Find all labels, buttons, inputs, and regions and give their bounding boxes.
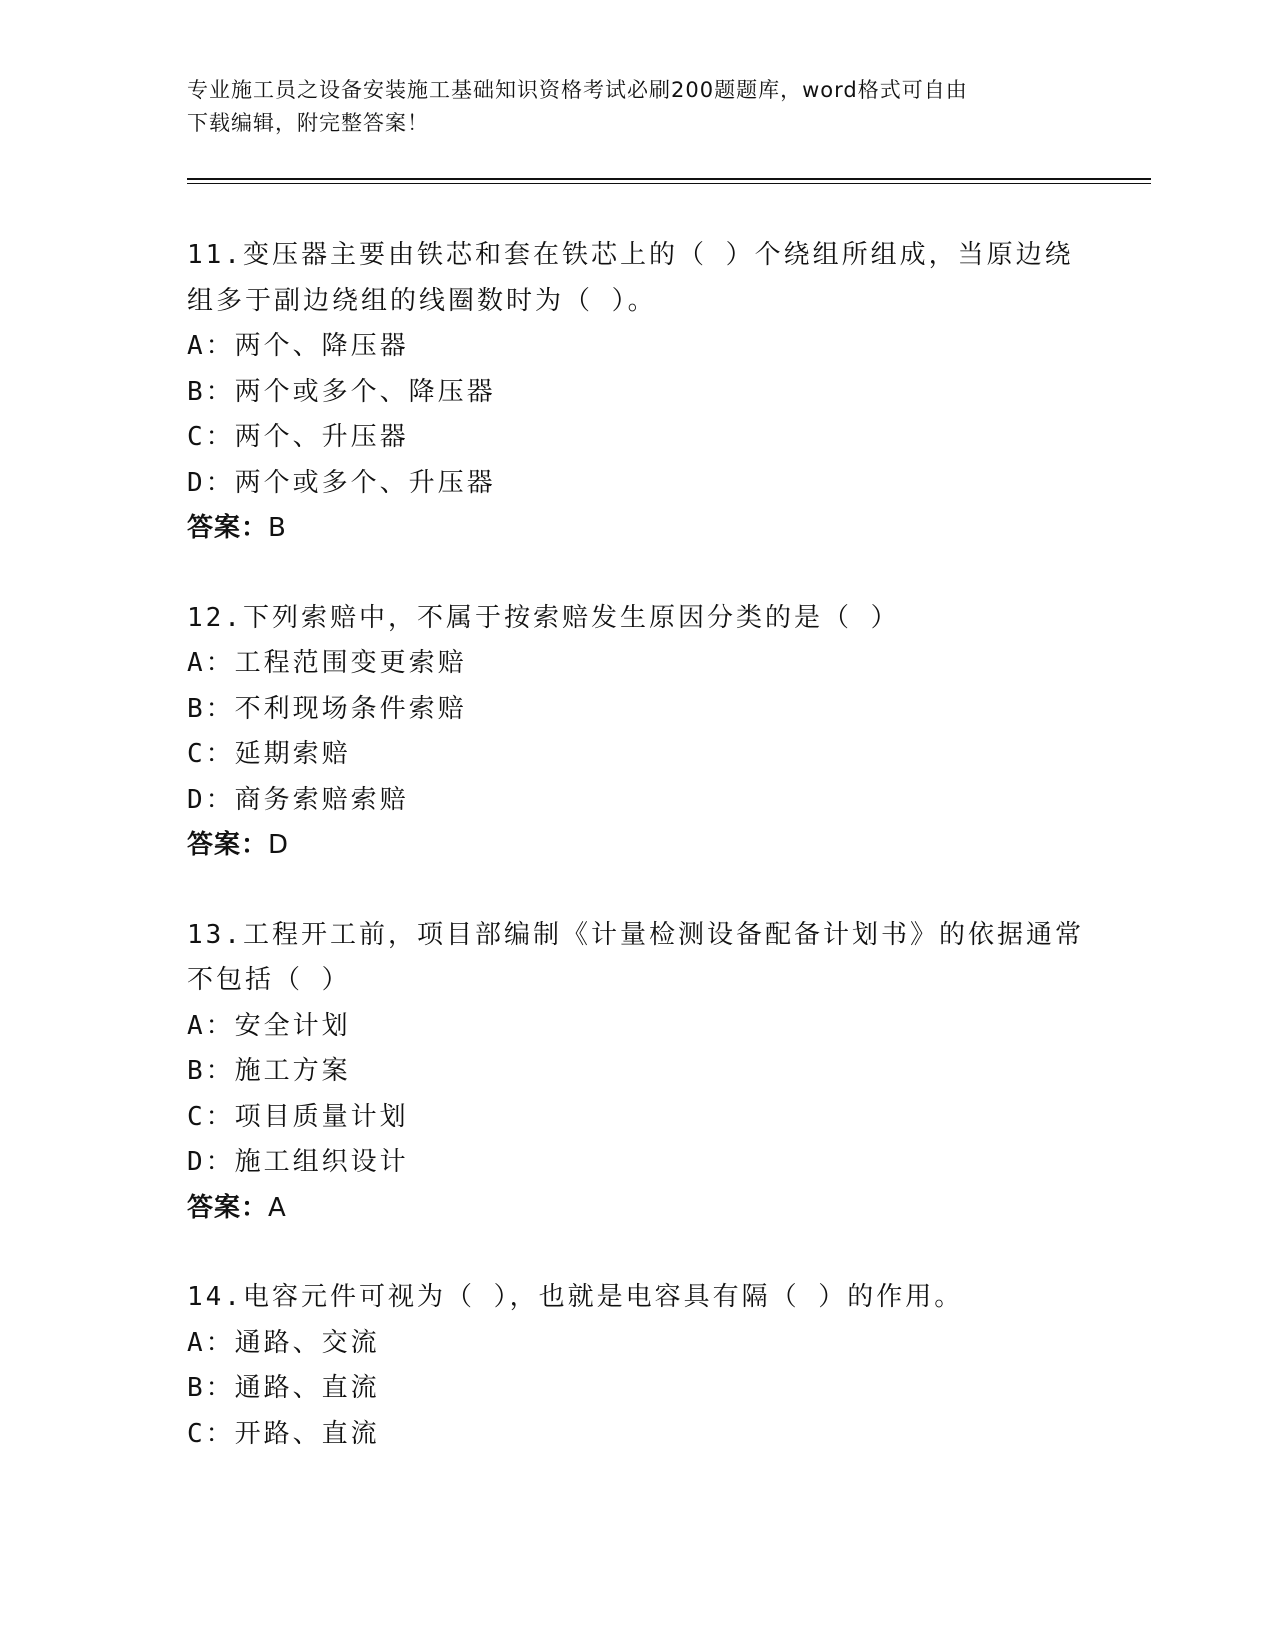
answer-line bbox=[187, 823, 1087, 869]
option-b: B：两个或多个、降压器 bbox=[187, 376, 496, 407]
answer-label: 答案： bbox=[187, 1192, 269, 1223]
option-b: B：施工方案 bbox=[187, 1056, 351, 1086]
answer-line bbox=[187, 506, 1087, 552]
question-12 bbox=[187, 596, 1087, 869]
option-c: C：两个、升压器 bbox=[187, 422, 409, 452]
question-14 bbox=[187, 1275, 1087, 1457]
answer-label: 答案： bbox=[187, 830, 269, 860]
option-d: D：两个或多个、升压器 bbox=[187, 467, 496, 498]
question-11 bbox=[187, 233, 1087, 552]
question-text-line: 13.工程开工前，项目部编制《计量检测设备配备计划书》的依据通常 bbox=[187, 919, 1084, 950]
option-b: B：不利现场条件索赔 bbox=[187, 693, 467, 724]
question-text-line: 组多于副边绕组的线圈数时为（ ）。 bbox=[187, 285, 657, 316]
question-text-line: 14.电容元件可视为（ ），也就是电容具有隔（ ）的作用。 bbox=[187, 1282, 964, 1312]
question-text-line: 12.下列索赔中，不属于按索赔发生原因分类的是（ ） bbox=[187, 602, 900, 633]
answer-label: 答案： bbox=[187, 513, 269, 543]
option-a: A：通路、交流 bbox=[187, 1327, 380, 1358]
option-d: D：商务索赔索赔 bbox=[187, 784, 409, 815]
question-13 bbox=[187, 913, 1087, 1232]
question-text-line: 11.变压器主要由铁芯和套在铁芯上的（ ）个绕组所组成，当原边绕 bbox=[187, 240, 1074, 270]
option-c: C：开路、直流 bbox=[187, 1418, 380, 1449]
option-c: C：项目质量计划 bbox=[187, 1101, 409, 1132]
option-c: C：延期索赔 bbox=[187, 739, 351, 769]
option-a: A：两个、降压器 bbox=[187, 331, 409, 361]
header-line-1: 专业施工员之设备安装施工基础知识资格考试必刷200题题库，word格式可自由 bbox=[187, 78, 968, 102]
header-line-2: 下载编辑，附完整答案！ bbox=[187, 111, 429, 135]
option-a: A：安全计划 bbox=[187, 1010, 351, 1041]
answer-value: B bbox=[268, 513, 287, 543]
header-divider-thick bbox=[187, 178, 1151, 180]
option-a: A：工程范围变更索赔 bbox=[187, 648, 467, 678]
answer-line bbox=[187, 1186, 1087, 1232]
header-divider-thin bbox=[187, 183, 1151, 184]
question-list bbox=[187, 233, 1087, 1501]
option-b: B：通路、直流 bbox=[187, 1373, 380, 1403]
document-header bbox=[187, 74, 1087, 140]
option-d: D：施工组织设计 bbox=[187, 1147, 409, 1177]
answer-value: D bbox=[268, 830, 290, 860]
answer-value: A bbox=[268, 1192, 287, 1223]
question-text-line: 不包括（ ） bbox=[187, 965, 351, 995]
